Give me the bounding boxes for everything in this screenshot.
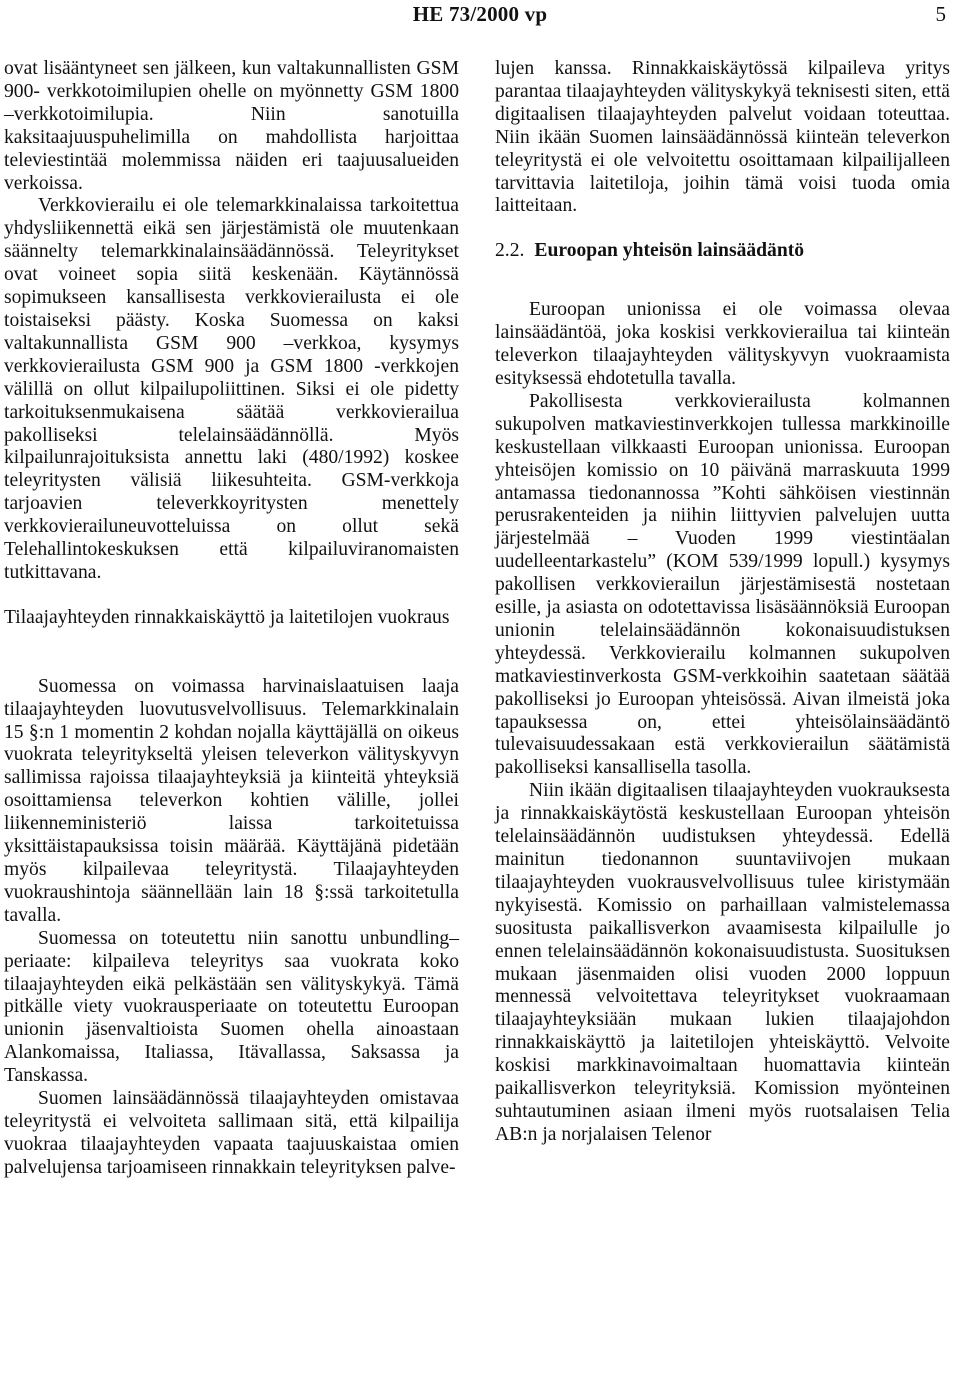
paragraph: ovat lisääntyneet sen jälkeen, kun valtakunnallisten GSM 900- verkkotoimilupien ohelle on myönnetty GSM 1800 –verkkotoimilupia. Niin sanotuilla kaksitaajuuspuhelimilla on mahdollista harjoittaa televiestintää molemmissa näiden eri taajuusalueiden verkoissa. bbox=[4, 58, 459, 194]
paragraph: Suomessa on voimassa harvinaislaatuisen laaja tilaajayhteyden luovutusvelvollisuus. Telemarkkinalain 15 §:n 1 momentin 2 kohdan nojalla käyttäjällä on oikeus vuokrata teleyritykseltä yleisen televerkon välityskyvyn sallimissa rajoissa tilaajayhteyksiä ja kiinteitä yhteyksiä osoittamiensa televerkon kohtien välille, jollei liikenneministeriö laissa tarkoitetuissa yksittäistapauksissa toisin määrää. Käyttäjänä pidetään myös kilpailevaa teleyritystä. Tilaajayhteyden vuokraushintoja säännellään lain 18 §:ssä tarkoitetulla tavalla. bbox=[4, 675, 459, 926]
right-column bbox=[495, 58, 950, 1147]
paragraph: Suomessa on toteutettu niin sanottu unbundling–periaate: kilpaileva teleyritys saa vuokrata koko tilaajayhteyden eikä pelkästään sen välityskykyä. Tämä pitkälle viety vuokrausperiaate on toteutettu Euroopan unionin jäsenvaltioista Suomen ohella ainoastaan Alankomaissa, Italiassa, Itävallassa, Saksassa ja Tanskassa. bbox=[4, 927, 459, 1087]
page-header bbox=[0, 0, 960, 28]
paragraph: Verkkovierailu ei ole telemarkkinalaissa tarkoitettua yhdysliikennettä eikä sen järjestämistä ole muutenkaan säännelty telemarkkinalainsäädännössä. Teleyritykset ovat voineet sopia siitä keskenään. Käytännössä sopimukseen kansallisesta verkkovierailusta ei ole toistaiseksi päästy. Koska Suomessa on kaksi valtakunnallista GSM 900 –verkkoa, kysymys verkkovierailusta GSM 900 ja GSM 1800 -verkkojen välillä on ollut kilpailupoliittinen. Siksi ei ole pidetty tarkoituksenmukaisena säätää verkkovierailua pakolliseksi telelainsäädännöllä. Myös kilpailunrajoituksista annettu laki (480/1992) koskee teleyritysten välisiä liikesuhteita. GSM-verkkoja tarjoavien televerkkoyritysten menettely verkkovierailuneuvotteluissa on ollut sekä Telehallintokeskuksen että kilpailuviranomaisten tutkittavana. bbox=[4, 195, 459, 583]
document-id: HE 73/2000 vp bbox=[412, 2, 548, 26]
paragraph: lujen kanssa. Rinnakkaiskäytössä kilpaileva yritys parantaa tilaajayhteyden välityskykyä teknisesti siten, että digitaalisen tilaajayhteyden palvelut voidaan toteuttaa. Niin ikään Suomen lainsäädännössä kiinteän televerkon teleyritystä ei ole velvoitettu osoittamaan kilpailijalleen tarvittavia laitetiloja, joihin tämä voisi tuoda omia laitteitaan. bbox=[495, 58, 950, 217]
section-heading: Tilaajayhteyden rinnakkaiskäyttö ja laitetilojen vuokraus bbox=[4, 606, 450, 628]
section-title: Euroopan yhteisön lainsäädäntö bbox=[534, 240, 805, 262]
section-heading bbox=[495, 240, 950, 263]
left-column bbox=[4, 58, 459, 1180]
paragraph: Niin ikään digitaalisen tilaajayhteyden vuokrauksesta ja rinnakkaiskäytöstä keskustellaan Euroopan yhteisön telelainsäädännön uudistuksen yhteydessä. Edellä mainitun tiedonannon suuntaviivojen mukaan tilaajayhteyden vuokrausvelvollisuus tulee kiristymään nykyisestä. Komissio on parhaillaan valmistelemassa suositusta paikallisverkon avaamisesta kilpailulle jo ennen telelainsäädännön kokonaisuudistusta. Suosituksen mukaan jäsenmaiden olisi vuoden 2000 loppuun mennessä velvoitettava teleyritykset vuokraamaan tilaajayhteyksiään mukaan lukien tilaajajohdon rinnakkaiskäyttö ja laitetilojen yhteiskäyttö. Velvoite koskisi markkinavoimaltaan huomattavia kiinteän paikallisverkon teleyrityksiä. Komission myönteinen suhtautuminen asiaan ilmeni myös ruotsalaisen Telia AB:n ja norjalaisen Telenor bbox=[495, 780, 950, 1145]
section-number: 2.2. bbox=[495, 240, 525, 262]
paragraph: Euroopan unionissa ei ole voimassa olevaa lainsäädäntöä, joka koskisi verkkovierailua tai kiinteän televerkon tilaajayhteyden välityskyvyn vuokraamista esityksessä ehdotetulla tavalla. bbox=[495, 299, 950, 389]
paragraph: Pakollisesta verkkovierailusta kolmannen sukupolven matkaviestinverkkojen tullessa markkinoille keskustellaan vilkkaasti Euroopan unionissa. Euroopan yhteisöjen komissio on 10 päivänä marraskuuta 1999 antamassa tiedonannossa ”Kohti sähköisen viestinnän perusrakenteiden ja niihin liittyvien palvelujen uutta järjestelmää – Vuoden 1999 viestintäalan uudelleentarkastelu” (KOM 539/1999 lopull.) kysymys pakollisen verkkovierailun järjestämisestä nostetaan esille, ja asiasta on odotettavissa lisäsäännöksiä Euroopan unionin telelainsäädännön kokonaisuudistuksen yhteydessä. Verkkovierailu kolmannen sukupolven matkaviestinverkosta GSM-verkkoihin saatetaan säätää pakolliseksi jo Euroopan yhteisössä. Aivan ilmeistä joka tapauksessa on, ettei yhteisölainsäädäntö tulevaisuudessakaan estä verkkovierailun säätämistä pakolliseksi kansallisella tasolla. bbox=[495, 390, 950, 779]
page-number: 5 bbox=[935, 2, 946, 26]
paragraph: Suomen lainsäädännössä tilaajayhteyden omistavaa teleyritystä ei velvoiteta sallimaan sitä, että kilpailija vuokraa tilaajayhteyden vapaata taajuuskaistaa omien palvelujensa tarjoamiseen rinnakkain teleyrityksen palve- bbox=[4, 1088, 459, 1178]
